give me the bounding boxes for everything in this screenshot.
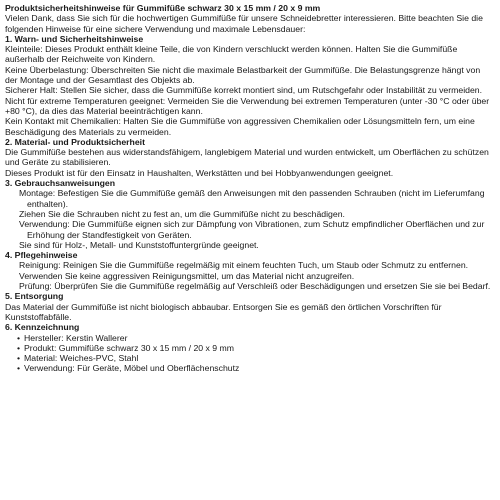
material-paragraph-2: Dieses Produkt ist für den Einsatz in Haushalten, Werkstätten und bei Hobbyanwendungen geeignet. <box>5 167 394 178</box>
disposal-paragraph: Das Material der Gummifüße ist nicht biologisch abbaubar. Entsorgen Sie es gemäß den örtlichen Vorschriften für Kunststoffabfälle. <box>5 301 442 322</box>
list-item <box>14 333 495 343</box>
warning-small-parts: Kleinteile: Dieses Produkt enthält kleine Teile, die von Kindern verschluckt werden können. Halten Sie die Gummifüße außerhalb der Reichweite von Kindern. <box>5 44 458 65</box>
usage-screws: Ziehen Sie die Schrauben nicht zu fest an, um die Gummifüße nicht zu beschädigen. <box>19 208 345 219</box>
bullet-icon: • <box>17 353 21 364</box>
labeling-manufacturer: Hersteller: Kerstin Wallerer <box>24 332 128 343</box>
care-no-aggressive: Verwenden Sie keine aggressiven Reinigungsmittel, um das Material nicht anzugreifen. <box>19 270 355 281</box>
bullet-icon: • <box>17 332 21 343</box>
section-heading-usage: 3. Gebrauchsanweisungen <box>5 178 116 189</box>
warning-temperature: Nicht für extreme Temperaturen geeignet: Vermeiden Sie die Verwendung bei extremen Temperaturen (unter -30 °C oder über +80 °C), da dies das Material beeinträchtigen kann. <box>5 95 490 116</box>
usage-application: Verwendung: Die Gummifüße eignen sich zur Dämpfung von Vibrationen, zum Schutz empfindlicher Oberflächen und zur Erhöhung der Standfestigkeit von Geräten. <box>19 219 485 240</box>
labeling-list <box>5 333 495 374</box>
bullet-icon: • <box>17 342 21 353</box>
section-heading-warnings: 1. Warn- und Sicherheitshinweise <box>5 33 144 44</box>
section-heading-disposal: 5. Entsorgung <box>5 291 64 302</box>
list-item <box>14 363 495 373</box>
care-cleaning: Reinigung: Reinigen Sie die Gummifüße regelmäßig mit einem feuchten Tuch, um Staub oder Schmutz zu entfernen. <box>19 260 469 271</box>
warning-secure-hold: Sicherer Halt: Stellen Sie sicher, dass die Gummifüße korrekt montiert sind, um Rutschgefahr oder Instabilität zu vermeiden. <box>5 85 483 96</box>
labeling-material: Material: Weiches-PVC, Stahl <box>24 353 139 364</box>
material-paragraph-1: Die Gummifüße bestehen aus widerstandsfähigem, langlebigem Material und wurden entwickelt, um Oberflächen zu schützen und Geräte zu stabilisieren. <box>5 147 489 168</box>
usage-surfaces: Sie sind für Holz-, Metall- und Kunststoffuntergründe geeignet. <box>19 239 259 250</box>
labeling-usage: Verwendung: Für Geräte, Möbel und Oberflächenschutz <box>24 363 240 374</box>
labeling-product: Produkt: Gummifüße schwarz 30 x 15 mm / 20 x 9 mm <box>24 342 235 353</box>
section-heading-material: 2. Material- und Produktsicherheit <box>5 136 145 147</box>
section-heading-care: 4. Pflegehinweise <box>5 250 78 261</box>
intro-paragraph: Vielen Dank, dass Sie sich für die hochwertigen Gummifüße für unsere Schneidebretter interessieren. Bitte beachten Sie die folgenden Hinweise für eine sichere Verwendung und maximale Lebensdauer: <box>5 13 483 34</box>
warning-overload: Keine Überbelastung: Überschreiten Sie nicht die maximale Belastbarkeit der Gummifüße. Die Belastungsgrenze hängt von der Montage und der Gesamtlast des Objekts ab. <box>5 64 481 86</box>
list-item <box>14 353 495 363</box>
usage-mounting: Montage: Befestigen Sie die Gummifüße gemäß den Anweisungen mit den passenden Schrauben (nicht im Lieferumfang enthalten). <box>19 188 485 209</box>
list-item <box>14 343 495 353</box>
section-heading-labeling: 6. Kennzeichnung <box>5 322 80 333</box>
warning-chemicals: Kein Kontakt mit Chemikalien: Halten Sie die Gummifüße von aggressiven Chemikalien oder Lösungsmitteln fern, um eine Beschädigung des Materials zu vermeiden. <box>5 116 475 137</box>
bullet-icon: • <box>17 363 21 374</box>
care-inspection: Prüfung: Überprüfen Sie die Gummifüße regelmäßig auf Verschleiß oder Beschädigungen und ersetzen Sie sie bei Bedarf. <box>19 281 491 292</box>
document-title: Produktsicherheitshinweise für Gummifüße schwarz 30 x 15 mm / 20 x 9 mm <box>5 3 321 13</box>
